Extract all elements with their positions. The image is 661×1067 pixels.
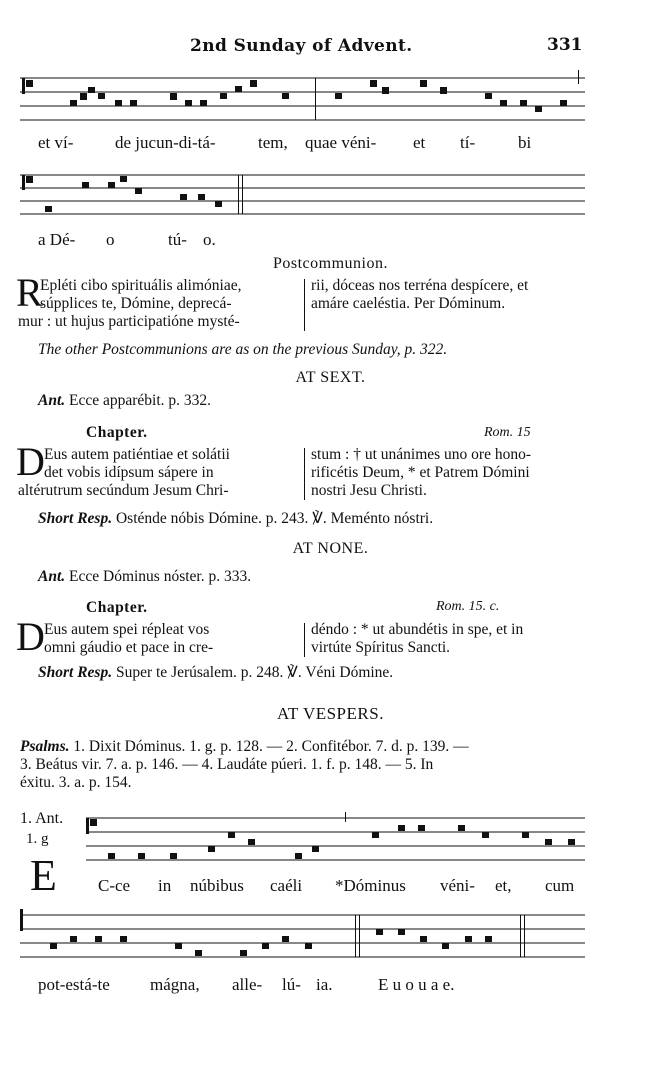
- vespers-chant-dropcap: E: [30, 851, 57, 900]
- chant3-syllable: véni-: [440, 876, 475, 895]
- chant-staff-3: [20, 812, 590, 868]
- short-resp-text: Super te Jerúsalem. p. 248. ℣. Véni Dómine.: [115, 664, 394, 681]
- chant1-syllable: de jucun-di-tá-: [115, 133, 216, 152]
- chant4-syllable: lú-: [282, 975, 301, 994]
- short-resp-text: Osténde nóbis Dómine. p. 243. ℣. Meménto nóstri.: [115, 510, 434, 527]
- sext-left-column: [44, 446, 302, 482]
- postcommunion-title: Postcommunion.: [272, 255, 388, 272]
- chant4-syllable: E u o u a e.: [378, 975, 455, 994]
- antiphon-label: Ant.: [38, 568, 66, 585]
- chant4-syllable: mágna,: [150, 975, 200, 994]
- chant2-syllable: o.: [203, 230, 216, 249]
- chant3-syllable: in: [158, 876, 172, 895]
- chant2-syllable: o: [106, 230, 115, 249]
- chant4-syllable: ia.: [316, 975, 333, 994]
- sext-short-responsory: [38, 510, 433, 528]
- text-line: rii, dóceas nos terréna despícere, et: [311, 277, 529, 294]
- text-line: súpplices te, Dómine, deprecá-: [40, 295, 232, 312]
- chant4-syllable: alle-: [232, 975, 263, 994]
- text-line: stum : † ut unánimes uno ore hono-: [311, 446, 531, 463]
- psalms-line: 1. Dixit Dóminus. 1. g. p. 128. — 2. Confitébor. 7. d. p. 139. —: [73, 738, 469, 755]
- chant-staff-4: [20, 905, 590, 975]
- antiphon-label: Ant.: [38, 392, 66, 409]
- none-dropcap: D: [16, 614, 45, 659]
- text-line: déndo : * ut abundétis in spe, et in: [311, 621, 524, 638]
- chant4-syllable: pot-está-te: [38, 975, 110, 994]
- sext-left-column-last: altérutrum secúndum Jesum Chri-: [18, 482, 229, 499]
- short-resp-label: Short Resp.: [38, 664, 113, 681]
- none-left-column: [44, 621, 302, 657]
- text-line: amáre caeléstia. Per Dóminum.: [311, 295, 506, 312]
- text-line: omni gáudio et pace in cre-: [44, 639, 214, 656]
- chant3-syllable: núbibus: [190, 876, 244, 895]
- psalms-line: 3. Beátus vir. 7. a. p. 146. — 4. Laudáte púeri. 1. f. p. 148. — 5. In: [20, 756, 434, 773]
- none-chapter-ref: Rom. 15. c.: [436, 599, 500, 614]
- text-line: Eus autem patiéntiae et solátii: [44, 446, 230, 463]
- running-header-title: 2nd Sunday of Advent.: [190, 36, 413, 56]
- column-divider: [304, 448, 305, 500]
- none-short-responsory: [38, 664, 393, 682]
- chant2-syllable: a Dé-: [38, 230, 76, 249]
- vespers-mode-label: 1. g: [26, 831, 49, 847]
- psalms-label: Psalms.: [20, 738, 70, 755]
- chant1-syllable: tem,: [258, 133, 288, 152]
- chant1-syllable: bi: [518, 133, 532, 152]
- sext-chapter-ref: Rom. 15: [484, 425, 531, 440]
- none-right-column: [311, 621, 596, 657]
- none-antiphon: [38, 568, 251, 586]
- sext-antiphon: [38, 392, 211, 410]
- postcommunion-right-column: [311, 277, 591, 313]
- text-line: [20, 738, 600, 756]
- sext-title: AT SEXT.: [295, 369, 366, 386]
- chant1-syllable: tí-: [460, 133, 476, 152]
- text-line: virtúte Spíritus Sancti.: [311, 639, 451, 656]
- chant3-syllable: *Dóminus: [335, 876, 406, 895]
- postcommunion-left-column-last: mur : ut hujus participatióne mysté-: [18, 313, 240, 330]
- chant3-syllable: et,: [495, 876, 512, 895]
- text-line: rificétis Deum, * et Patrem Dómini: [311, 464, 530, 481]
- sext-right-column: [311, 446, 596, 500]
- sext-chapter-heading: Chapter.: [86, 424, 148, 441]
- page-number: 331: [547, 35, 583, 55]
- column-divider: [304, 279, 305, 331]
- postcommunion-left-column: [40, 277, 300, 313]
- none-title: AT NONE.: [292, 540, 369, 557]
- short-resp-label: Short Resp.: [38, 510, 113, 527]
- chant1-syllable: quae véni-: [305, 133, 377, 152]
- vespers-title: AT VESPERS.: [277, 704, 384, 723]
- antiphon-text: Ecce apparébit. p. 332.: [69, 392, 212, 409]
- text-line: Eus autem spei répleat vos: [44, 621, 210, 638]
- chant-staff-2: [20, 170, 590, 230]
- postcommunion-note: The other Postcommunions are as on the previous Sunday, p. 322.: [38, 341, 448, 358]
- chant-staff-1: [20, 70, 590, 135]
- chant1-syllable: et: [413, 133, 426, 152]
- none-chapter-heading: Chapter.: [86, 599, 148, 616]
- text-line: Epléti cibo spirituális alimóniae,: [40, 277, 242, 294]
- psalms-line: éxitu. 3. a. p. 154.: [20, 774, 132, 791]
- chant1-syllable: et ví-: [38, 133, 74, 152]
- text-line: nostri Jesu Christi.: [311, 482, 427, 499]
- chant3-syllable: C-ce: [98, 876, 131, 895]
- chant3-syllable: caéli: [270, 876, 303, 895]
- chant2-syllable: tú-: [168, 230, 187, 249]
- chant3-syllable: cum: [545, 876, 575, 895]
- antiphon-text: Ecce Dóminus nóster. p. 333.: [69, 568, 252, 585]
- postcommunion-dropcap: R: [16, 270, 43, 315]
- text-line: det vobis idípsum sápere in: [44, 464, 214, 481]
- sext-dropcap: D: [16, 439, 45, 484]
- column-divider: [304, 623, 305, 657]
- vespers-psalms: [20, 738, 600, 792]
- vespers-ant-label: 1. Ant.: [20, 810, 64, 827]
